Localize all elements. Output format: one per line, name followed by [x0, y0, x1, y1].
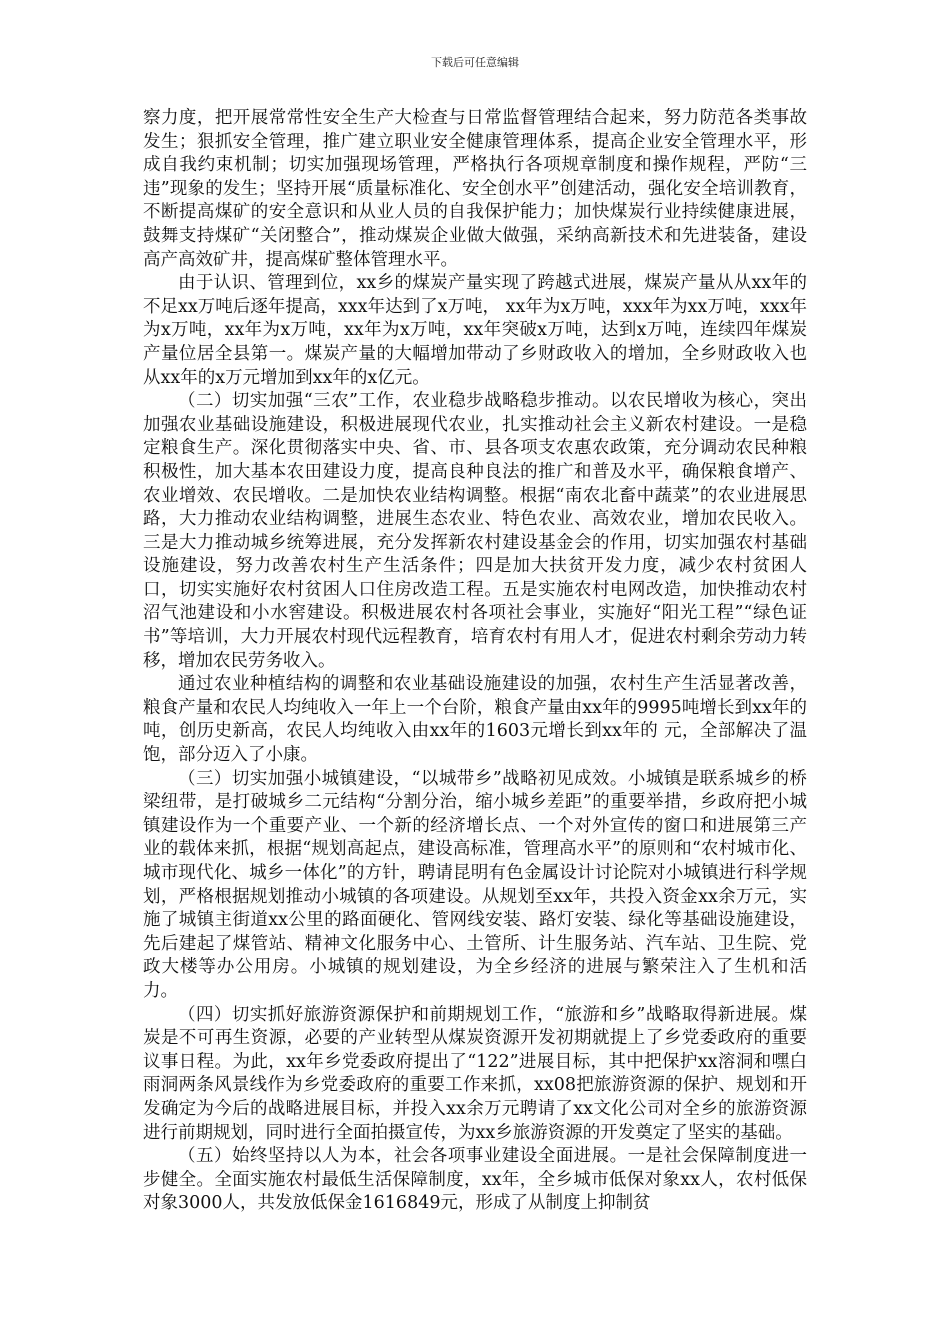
page-header-note: 下载后可任意编辑 [431, 56, 519, 69]
paragraph-coal-output: 由于认识、管理到位，xx乡的煤炭产量实现了跨越式进展，煤炭产量从从xx年的不足xx万吨后逐年提高，xxx年达到了x万吨， xx年为x万吨，xxx年为xx万吨，xxx年为x万吨，xx年为x万吨，xx年为x万吨，xx年突破x万吨，达到x万吨，连续四年煤炭产量位居全县第一。煤炭产量的大幅增加带动了乡财政收入的增加，全乡财政收入也从xx年的x万元增加到xx年的x亿元。 [143, 273, 807, 388]
paragraph-tourism: （四）切实抓好旅游资源保护和前期规划工作，“旅游和乡”战略取得新进展。煤炭是不可再生资源，必要的产业转型从煤炭资源开发初期就提上了乡党委政府的重要议事日程。为此，xx年乡党委政府提出了“122”进展目标，其中把保护xx溶洞和嘿白雨洞两条风景线作为乡党委政府的重要工作来抓，xx08把旅游资源的保护、规划和开发确定为今后的战略进展目标，并投入xx余万元聘请了xx文化公司对全乡的旅游资源进行前期规划，同时进行全面拍摄宣传，为xx乡旅游资源的开发奠定了坚实的基础。 [143, 1004, 807, 1143]
paragraph-continued: 察力度，把开展常常性安全生产大检查与日常监督管理结合起来，努力防范各类事故发生；狠抓安全管理，推广建立职业安全健康管理体系，提高企业安全管理水平，形成自我约束机制；切实加强现场管理，严格执行各项规章制度和操作规程，严防“三违”现象的发生；坚持开展“质量标准化、安全创水平”创建活动，强化安全培训教育，不断提高煤矿的安全意识和从业人员的自我保护能力；加快煤炭行业持续健康进展，鼓舞支持煤矿“关闭整合”，推动煤炭企业做大做强，采纳高新技术和先进装备，建设高产高效矿井，提高煤矿整体管理水平。 [143, 108, 807, 270]
document-body [143, 107, 807, 1216]
paragraph-agriculture-results: 通过农业种植结构的调整和农业基础设施建设的加强，农村生产生活显著改善，粮食产量和农民人均纯收入一年上一个台阶，粮食产量由xx年的9995吨增长到xx年的 吨，创历史新高，农民人均纯收入由xx年的1603元增长到xx年的 元，全部解决了温饱，部分迈入了小康。 [143, 674, 807, 766]
paragraph-town-construction: （三）切实加强小城镇建设，“以城带乡”战略初见成效。小城镇是联系城乡的桥梁纽带，是打破城乡二元结构“分割分治，缩小城乡差距”的重要举措，乡政府把小城镇建设作为一个重要产业、一个新的经济增长点、一个对外宣传的窗口和进展第三产业的载体来抓，根据“规划高起点，建设高标准，管理高水平”的原则和“农村城市化、城市现代化、城乡一体化”的方针，聘请昆明有色金属设计讨论院对小城镇进行科学规划，严格根据规划推动小城镇的各项建设。从规划至xx年，共投入资金xx余万元，实施了城镇主街道xx公里的路面硬化、管网线安装、路灯安装、绿化等基础设施建设，先后建起了煤管站、精神文化服务中心、土管所、计生服务站、汽车站、卫生院、党政大楼等办公用房。小城镇的规划建设，为全乡经济的进展与繁荣注入了生机和活力。 [143, 768, 807, 1001]
paragraph-social-undertakings: （五）始终坚持以人为本，社会各项事业建设全面进展。一是社会保障制度进一步健全。全面实施农村最低生活保障制度，xx年，全乡城市低保对象xx人，农村低保对象3000人，共发放低保金1616849元，形成了从制度上抑制贫 [143, 1146, 807, 1214]
paragraph-agriculture: （二）切实加强“三农”工作，农业稳步战略稳步推动。以农民增收为核心，突出加强农业基础设施建设，积极进展现代农业，扎实推动社会主义新农村建设。一是稳定粮食生产。深化贯彻落实中央、省、市、县各项支农惠农政策，充分调动农民种粮积极性，加大基本农田建设力度，提高良种良法的推广和普及水平，确保粮食增产、农业增效、农民增收。二是加快农业结构调整。根据“南农北畜中蔬菜”的农业进展思路，大力推动农业结构调整，进展生态农业、特色农业、高效农业，增加农民收入。三是大力推动城乡统筹进展，充分发挥新农村建设基金会的作用，切实加强农村基础设施建设，努力改善农村生产生活条件；四是加大扶贫开发力度，减少农村贫困人口，切实实施好农村贫困人口住房改造工程。五是实施农村电网改造，加快推动农村沼气池建设和小水窖建设。积极进展农村各项社会事业，实施好“阳光工程”“绿色证书”等培训，大力开展农村现代远程教育，培育农村有用人才，促进农村剩余劳动力转移，增加农民劳务收入。 [143, 391, 807, 671]
